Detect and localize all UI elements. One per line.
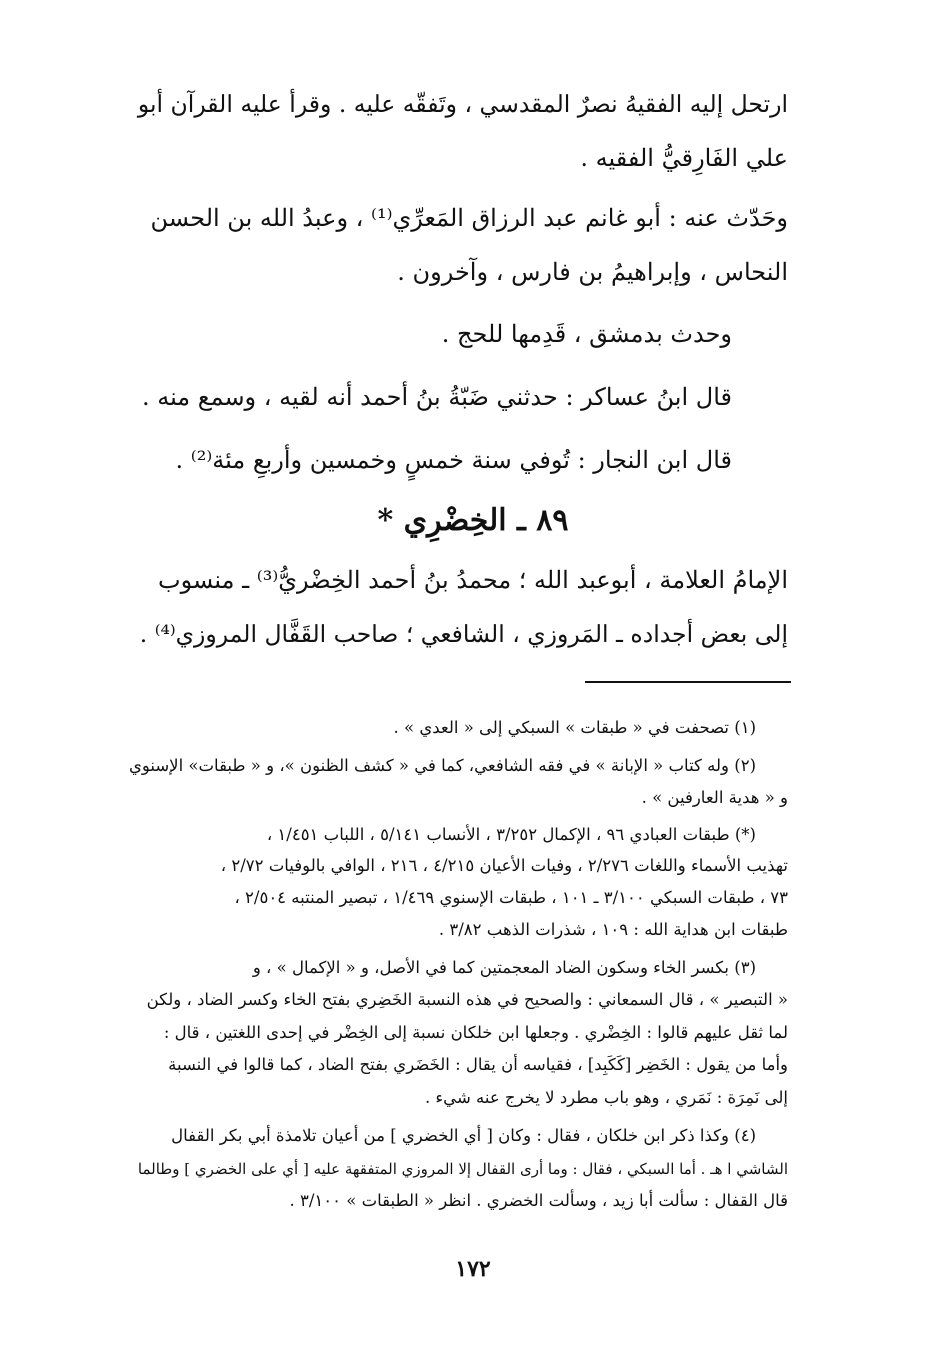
footnote-line-14: الشاشي ا هـ . أما السبكي ، فقال : وما أرى القفال إلا المروزي المتفقهة عليه [ أي على الخضري ] وطالما: [137, 1160, 788, 1178]
body-line-2: علي الفَارِقيُّ الفقيه .: [580, 144, 788, 172]
footnote-line-8: (٣) بكسر الخاء وسكون الضاد المعجمتين كما في الأصل، و « الإكمال » ، و: [252, 958, 756, 977]
footnote-line-1: (١) تصحفت في « طبقات » السبكي إلى « العدي » .: [393, 718, 756, 737]
footnote-line-4: (*) طبقات العبادي ٩٦ ، الإكمال ٣/٢٥٢ ، الأنساب ٥/١٤١ ، اللباب ١/٤٥١ ،: [266, 825, 756, 844]
footnote-line-10: لما ثقل عليهم قالوا : الخِضْري . وجعلها ابن خلكان نسبة إلى الخِضْر في إحدى اللغتين ، قال :: [163, 1023, 788, 1042]
footnote-line-7: طبقات ابن هداية الله : ١٠٩ ، شذرات الذهب ٣/٨٢ .: [438, 920, 788, 939]
body-line-5: وحدث بدمشق ، قَدِمها للحج .: [441, 320, 732, 348]
footnote-line-15: قال القفال : سألت أبا زيد ، وسألت الخضري . انظر « الطبقات » ٣/١٠٠ .: [289, 1191, 788, 1210]
body-line-8: الإمامُ العلامة ، أبوعبد الله ؛ محمدُ بنُ أحمد الخِضْريُّ⁽³⁾ ـ منسوب: [158, 566, 788, 594]
footnote-line-5: تهذيب الأسماء واللغات ٢/٢٧٦ ، وفيات الأعيان ٤/٢١٥ ، ٢١٦ ، الوافي بالوفيات ٢/٧٢ ،: [220, 856, 788, 875]
body-line-3: وحَدّث عنه : أبو غانم عبد الرزاق المَعرِّي⁽¹⁾ ، وعبدُ الله بن الحسن: [150, 204, 788, 232]
entry-heading: ٨٩ ـ الخِضْرِي *: [377, 503, 569, 538]
footnote-line-13: (٤) وكذا ذكر ابن خلكان ، فقال : وكان [ أي الخضري ] من أعيان تلامذة أبي بكر القفال: [171, 1126, 756, 1145]
footnote-line-12: إلى نَمِرَة : نَمَري ، وهو باب مطرد لا يخرج عنه شيء .: [424, 1088, 788, 1107]
footnote-line-11: وأما من يقول : الخَضِر [كَكَبِد] ، فقياسه أن يقال : الخَضَري بفتح الضاد ، كما قالوا في النسبة: [168, 1055, 788, 1074]
body-line-1: ارتحل إليه الفقيهُ نصرٌ المقدسي ، وتَفقّه عليه . وقرأ عليه القرآن أبو: [137, 90, 788, 118]
body-line-7: قال ابن النجار : تُوفي سنة خمسٍ وخمسين وأربعِ مئة⁽²⁾ .: [175, 446, 732, 474]
footnote-line-2: (٢) وله كتاب « الإبانة » في فقه الشافعي، كما في « كشف الظنون »، و « طبقات» الإسنوي: [128, 756, 756, 775]
footnote-line-3: و « هدية العارفين » .: [641, 788, 788, 807]
body-line-4: النحاس ، وإبراهيمُ بن فارس ، وآخرون .: [397, 258, 788, 286]
body-line-9: إلى بعض أجداده ـ المَروزي ، الشافعي ؛ صاحب القَفَّال المروزي⁽⁴⁾ .: [139, 620, 788, 648]
page-number: ١٧٢: [455, 1256, 491, 1282]
body-line-6: قال ابنُ عساكر : حدثني ضَبّةُ بنُ أحمد أنه لقيه ، وسمع منه .: [141, 383, 732, 411]
footnote-separator: [585, 681, 791, 683]
footnote-line-9: « التبصير » ، قال السمعاني : والصحيح في هذه النسبة الخَضِري بفتح الخاء وكسر الضاد ، ولكن: [146, 990, 788, 1009]
footnote-line-6: ٧٣ ، طبقات السبكي ٣/١٠٠ ـ ١٠١ ، طبقات الإسنوي ١/٤٦٩ ، تبصير المنتبه ٢/٥٠٤ ،: [234, 888, 788, 907]
